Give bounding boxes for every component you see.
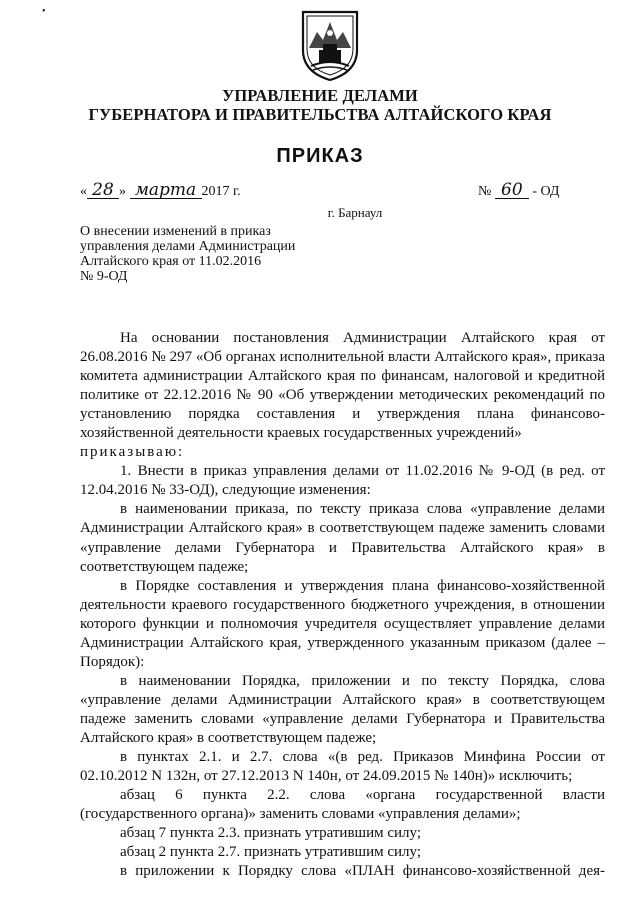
body-paragraph: абзац 6 пункта 2.2. слова «органа государственной власти (государственного органа)» заменить словами «управления делами»;	[80, 787, 605, 823]
preamble-paragraph: На основании постановления Администрации Алтайского края от 26.08.2016 № 297 «Об органах исполнительной власти Алтайского края», приказа комитета администрации Алтайского края по финансам, налоговой и кредитной политике от 22.12.2016 № 90 «Об утверждении методических рекомендаций по установлению порядка составления и утверждения плана финансово-хозяйственной деятельности краевых государственных учреждений»	[80, 330, 605, 442]
decree-word: приказываю:	[80, 444, 185, 461]
body-paragraph: в пунктах 2.1. и 2.7. слова «(в ред. Приказов Минфина России от 02.10.2012 N 132н, от 27.12.2013 N 140н, от 24.09.2015 № 140н)» исключить;	[80, 749, 605, 785]
subject-line: О внесении изменений в приказ	[80, 224, 271, 239]
document-type-title: ПРИКАЗ	[276, 145, 364, 167]
subject-line: управления делами Администрации	[80, 239, 296, 254]
body-paragraph: в наименовании Порядка, приложении и по тексту Порядка, слова «управление делами Администрации Алтайского края» в соответствующем падеже заменить словами «управление делами Губернатора и Правительства Алтайского края» в соответствующем падеже;	[80, 672, 605, 746]
subject-line: № 9-ОД	[80, 269, 128, 284]
organization-name-line-1: УПРАВЛЕНИЕ ДЕЛАМИ	[222, 86, 418, 105]
order-date	[80, 180, 241, 200]
altai-krai-coat-of-arms-icon	[299, 8, 361, 82]
number-suffix: - ОД	[532, 184, 560, 199]
body-paragraph: абзац 7 пункта 2.3. признать утратившим силу;	[120, 825, 421, 842]
date-close-quote: »	[119, 184, 126, 199]
date-year: 2017 г.	[201, 184, 241, 199]
scan-speck: •	[42, 6, 46, 17]
body-paragraph: в наименовании приказа, по тексту приказа слова «управление делами Администрации Алтайского края» в соответствующем падеже заменить словами «управление делами Губернатора и Правительства Алтайского края» в соответствующем падеже;	[80, 501, 605, 575]
body-paragraph: в Порядке составления и утверждения плана финансово-хозяйственной деятельности краевого государственного бюджетного учреждения, в отношении которого функции и полномочия учредителя осуществляет управление делами Администрации Алтайского края, утвержденного указанным приказом (далее – Порядок):	[80, 577, 605, 670]
body-paragraph: в приложении к Порядку слова «ПЛАН финансово-хозяйственной дея-	[120, 863, 605, 880]
number-prefix: №	[478, 184, 492, 199]
order-body	[80, 329, 605, 881]
city: г. Барнаул	[327, 205, 383, 220]
number-value: 60	[495, 183, 529, 199]
date-day: 28	[87, 183, 119, 199]
date-month: марта	[130, 183, 202, 199]
body-paragraph: 1. Внести в приказ управления делами от 11.02.2016 № 9-ОД (в ред. от 12.04.2016 № 33-ОД), следующие изменения:	[80, 463, 605, 499]
subject-line: Алтайского края от 11.02.2016	[80, 254, 262, 269]
body-paragraph: абзац 2 пункта 2.7. признать утратившим силу;	[120, 844, 421, 861]
order-subject	[80, 224, 380, 284]
order-number	[478, 180, 560, 200]
date-open-quote: «	[80, 184, 87, 199]
organization-name-line-2: ГУБЕРНАТОРА И ПРАВИТЕЛЬСТВА АЛТАЙСКОГО КРАЯ	[88, 105, 552, 124]
